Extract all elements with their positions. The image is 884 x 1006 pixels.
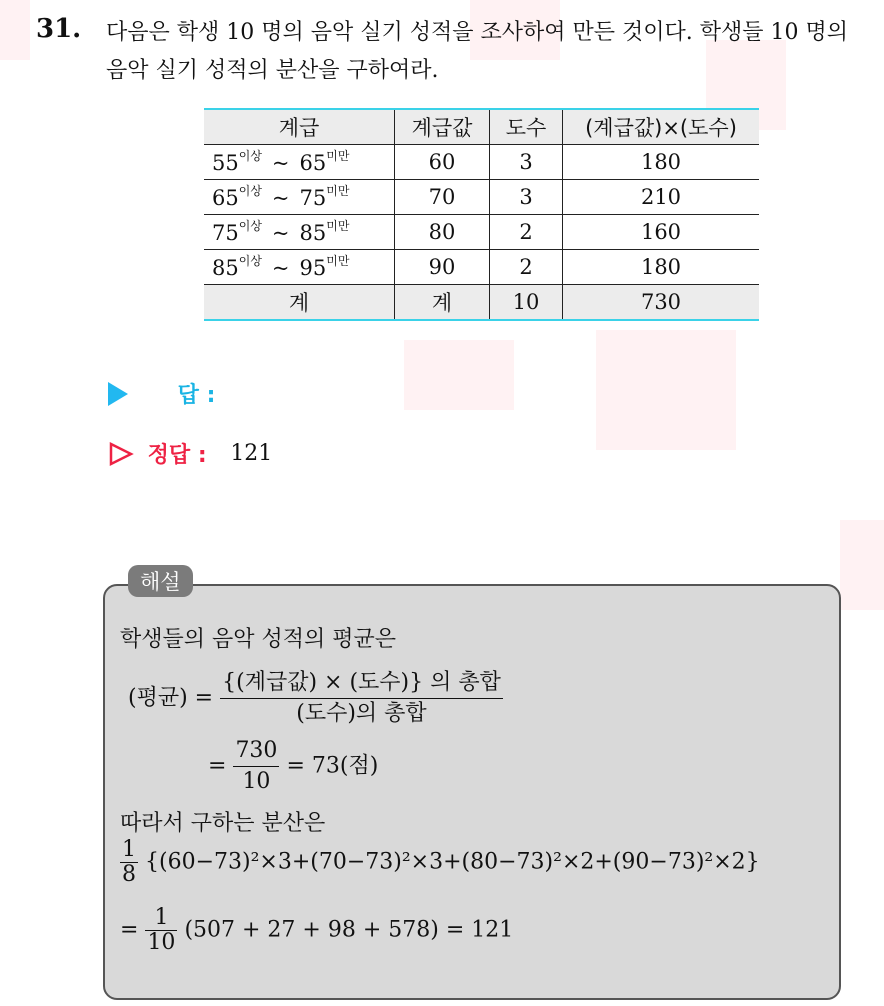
variance-numerator: 1 (122, 837, 136, 862)
header-product: (계급값)×(도수) (563, 109, 760, 145)
mean-calc-denominator: 10 (233, 766, 279, 797)
product: 180 (563, 145, 760, 180)
table-total-row (204, 285, 759, 321)
solution-line-variance-intro: 따라서 구하는 분산은 (120, 811, 326, 836)
product: 210 (563, 180, 760, 215)
class-range: $75^{이상}$ ~ $85^{미만}$ (204, 215, 395, 250)
header-frequency: 도수 (490, 109, 563, 145)
class-range: $85^{이상}$ ~ $95^{미만}$ (204, 250, 395, 285)
mean-calc-numerator: 730 (235, 738, 278, 763)
variance-result (120, 906, 513, 955)
variance-result-numerator: 1 (154, 905, 169, 930)
header-class-mark: 계급값 (395, 109, 490, 145)
table-row (204, 145, 759, 180)
mean-numerator: {(계급값) × (도수)} 의 총합 (222, 670, 501, 695)
filled-triangle-icon (108, 382, 128, 406)
class-mark: 90 (395, 250, 490, 285)
variance-result-equals: = (120, 917, 139, 943)
frequency: 2 (490, 215, 563, 250)
mean-formula (128, 668, 503, 729)
mean-calc-equals: = (208, 753, 227, 779)
answer-row (108, 378, 215, 409)
mean-calc-fraction (233, 736, 279, 797)
correct-answer-label: 정답 : (147, 443, 207, 468)
variance-denominator: 8 (122, 862, 136, 887)
frequency: 3 (490, 145, 563, 180)
total-frequency: 10 (490, 285, 563, 321)
class-mark: 80 (395, 215, 490, 250)
correct-answer-value: 121 (230, 441, 273, 466)
outline-triangle-icon (108, 441, 134, 467)
variance-expression: {(60−73)²×3+(70−73)²×3+(80−73)²×2+(90−73)²×2} (145, 849, 760, 875)
total-product: 730 (563, 285, 760, 321)
frequency: 2 (490, 250, 563, 285)
question-number: 31. (36, 14, 82, 44)
table-row (204, 215, 759, 250)
solution-tab: 해설 (128, 565, 193, 597)
answer-label: 답 : (177, 383, 216, 408)
mean-fraction (220, 668, 503, 729)
question-text: 다음은 학생 10 명의 음악 실기 성적을 조사하여 만든 것이다. 학생들 10 명의 음악 실기 성적의 분산을 구하여라. (106, 20, 848, 83)
frequency-table (204, 108, 759, 321)
product: 180 (563, 250, 760, 285)
class-mark: 70 (395, 180, 490, 215)
variance-result-fraction (145, 906, 177, 955)
mean-result: = 73(점) (286, 753, 379, 779)
class-mark: 60 (395, 145, 490, 180)
table-row (204, 180, 759, 215)
product: 160 (563, 215, 760, 250)
table-header-row (204, 109, 759, 145)
header-class: 계급 (204, 109, 395, 145)
correct-answer-row (108, 438, 272, 469)
variance-formula (120, 838, 760, 887)
variance-result-expression: (507 + 27 + 98 + 578) = 121 (184, 917, 514, 943)
total-mid-label: 계 (395, 285, 490, 321)
variance-result-denominator: 10 (147, 930, 176, 955)
solution-line-mean-intro: 학생들의 음악 성적의 평균은 (120, 627, 397, 652)
total-label: 계 (204, 285, 395, 321)
mean-lhs: (평균) = (128, 685, 214, 711)
mean-calculation (208, 736, 378, 797)
table-row (204, 250, 759, 285)
class-range: $55^{이상}$ ~ $65^{미만}$ (204, 145, 395, 180)
class-range: $65^{이상}$ ~ $75^{미만}$ (204, 180, 395, 215)
variance-fraction (120, 838, 138, 887)
frequency: 3 (490, 180, 563, 215)
mean-denominator: (도수)의 총합 (220, 698, 503, 729)
